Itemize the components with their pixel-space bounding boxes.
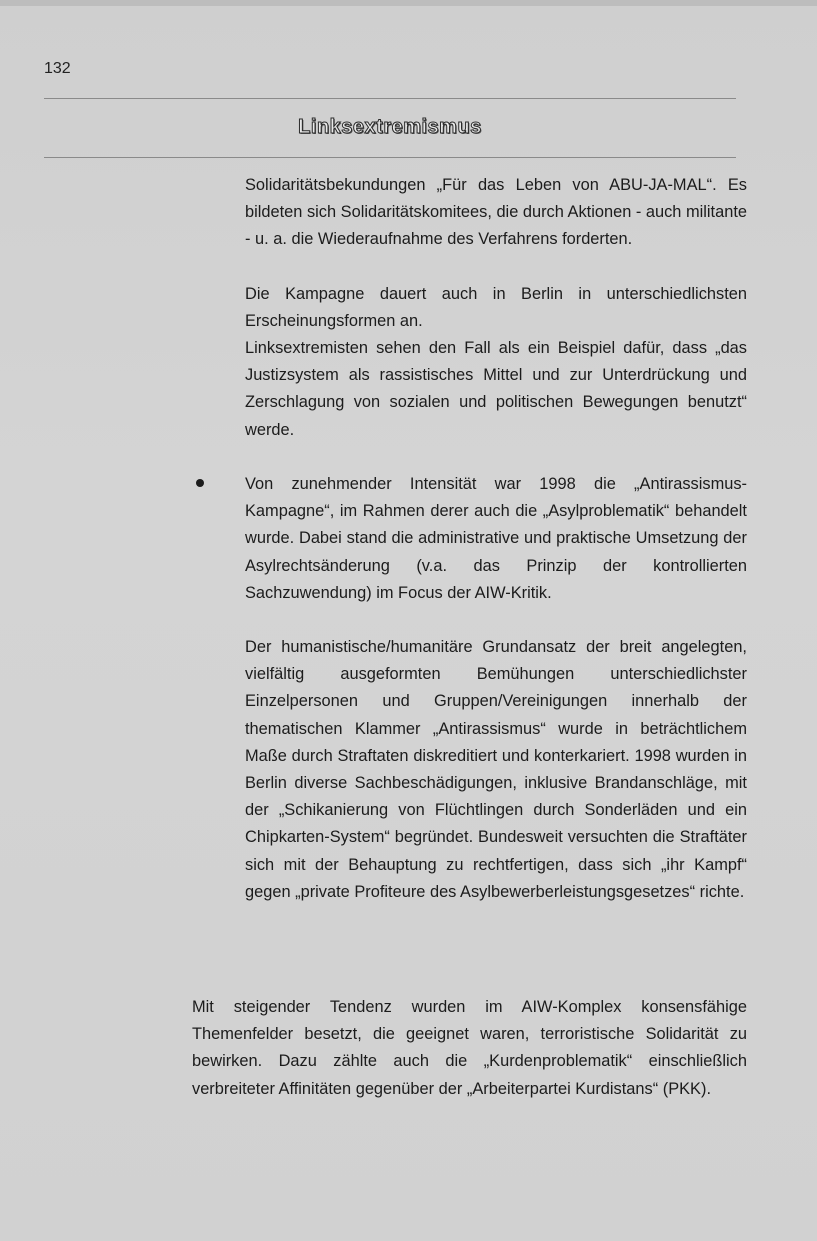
paragraph-justice-system: Linksextremisten sehen den Fall als ein Beispiel dafür, dass „das Justizsystem als rassistisches Mittel und zur Unterdrückung und Zerschlagung von sozialen und politischen Bewegungen benutzt“ werde.	[245, 339, 747, 439]
paragraph-humanitarian-approach: Der humanistische/humanitäre Grundansatz der breit angelegten, vielfältig ausgeformten Bemühungen unterschiedlichster Einzelpersonen und Gruppen/Vereinigungen innerhalb der thematischen Klammer „Antirassismus“ wurde in beträchtlichem Maße durch Straftaten diskreditiert und konterkariert. 1998 wurden in Berlin diverse Sachbeschädigungen, inklusive Brandanschläge, mit der „Schikanierung von Flüchtlingen durch Sonderläden und ein Chipkarten-System“ begründet. Bundesweit versuchten die Straftäter sich mit der Behauptung zu rechtfertigen, dass sich „ihr Kampf“ gegen „private Profiteure des Asylbewerberleistungsgesetzes“ richte.	[245, 638, 747, 901]
paragraph-campaign-berlin: Die Kampagne dauert auch in Berlin in unterschiedlichsten Erscheinungsformen an.	[245, 285, 747, 331]
bullet-point	[196, 479, 204, 487]
running-header-title: Linksextremismus	[298, 116, 482, 138]
paragraph-antiracism-campaign: Von zunehmender Intensität war 1998 die „Antirassismus-Kampagne“, im Rahmen derer auch die „Asylproblematik“ behandelt wurde. Dabei stand die administrative und praktische Umsetzung der Asylrechtsänderung (v.a. das Prinzip der kontrollierten Sachzuwendung) im Focus der AIW-Kritik.	[245, 475, 747, 602]
paragraph-kurdish-issue: Mit steigender Tendenz wurden im AIW-Komplex konsensfähige Themenfelder besetzt, die geeignet waren, terroristische Solidarität zu bewirken. Dazu zählte auch die „Kurdenproblematik“ einschließlich verbreiteter Affinitäten gegenüber der „Arbeiterpartei Kurdistans“ (PKK).	[192, 998, 747, 1098]
header-rule-bottom	[44, 157, 736, 158]
scan-top-edge	[0, 0, 817, 6]
page-number: 132	[44, 60, 71, 77]
paragraph-solidarity: Solidaritätsbekundungen „Für das Leben von ABU-JA-MAL“. Es bildeten sich Solidaritätskomitees, die durch Aktionen - auch militante - u. a. die Wiederaufnahme des Verfahrens forderten.	[245, 176, 748, 249]
header-rule-top	[44, 98, 736, 99]
